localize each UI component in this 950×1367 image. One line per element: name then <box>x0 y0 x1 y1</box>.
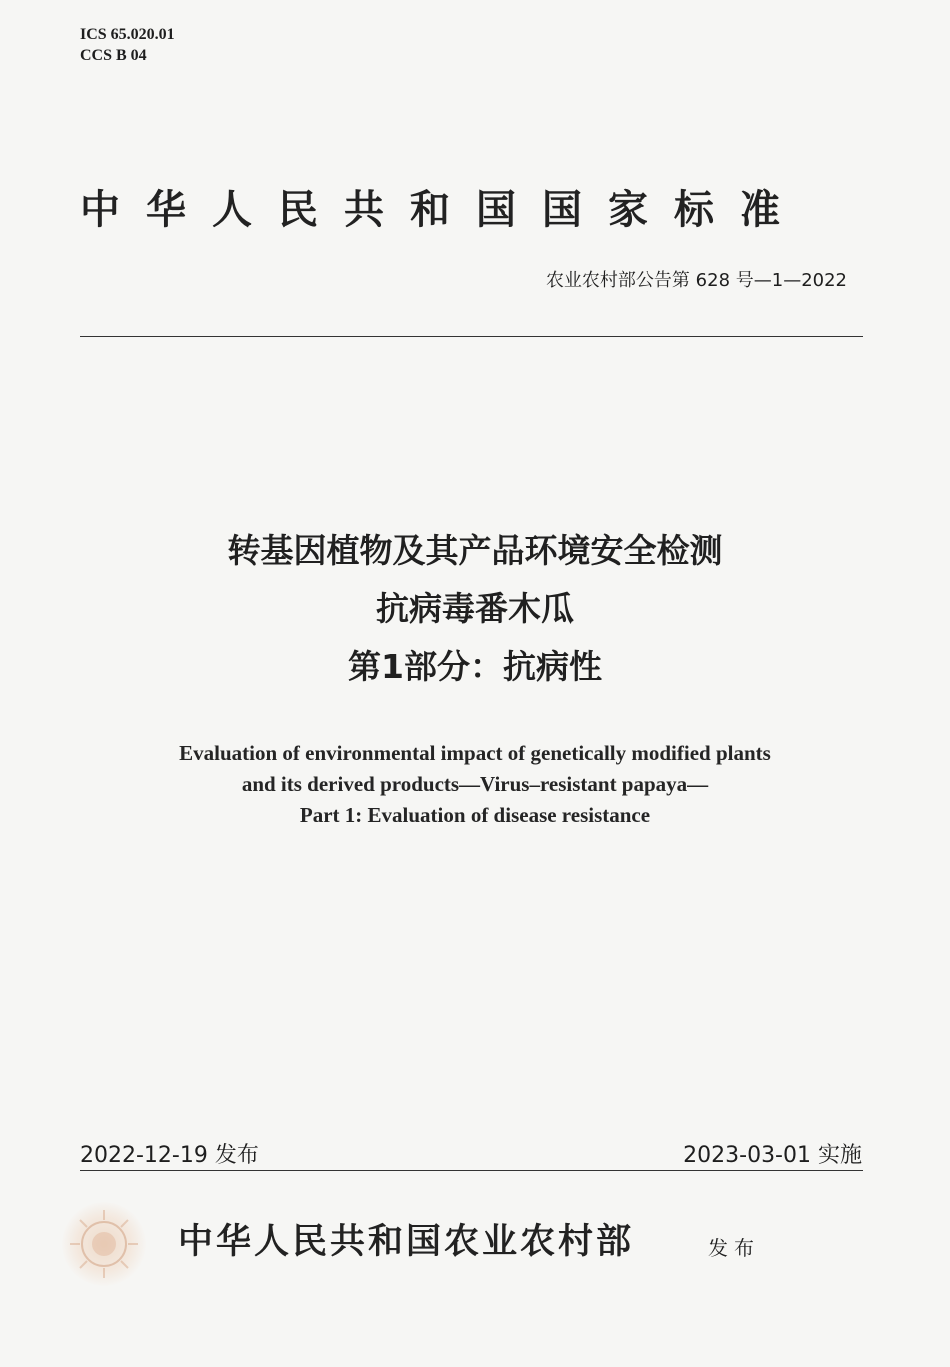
chinese-title <box>0 522 950 696</box>
standard-number: 农业农村部公告第 628 号—1—2022 <box>545 270 847 291</box>
chinese-title-line-3: 第1部分：抗病性 <box>348 647 602 686</box>
english-title-line-1: Evaluation of environmental impact of genetically modified plants <box>179 741 771 765</box>
issue-date: 2022-12-19 发布 <box>80 1143 259 1168</box>
chinese-title-line-2: 抗病毒番木瓜 <box>376 589 574 628</box>
english-title-line-3: Part 1: Evaluation of disease resistance <box>299 803 651 827</box>
english-title-line-2: and its derived products—Virus–resistant papaya— <box>241 772 709 796</box>
ics-code: ICS 65.020.01 <box>80 26 175 43</box>
english-title <box>0 738 950 831</box>
top-divider <box>80 336 863 337</box>
classification-codes <box>80 24 175 66</box>
publish-label: 发布 <box>708 1236 760 1260</box>
bottom-divider <box>80 1170 863 1171</box>
seal-icon <box>62 1202 146 1286</box>
chinese-title-line-1: 转基因植物及其产品环境安全检测 <box>227 531 723 570</box>
national-standard-title: 中华人民共和国国家标准 <box>80 187 806 233</box>
publisher-name: 中华人民共和国农业农村部 <box>178 1221 635 1262</box>
implementation-date: 2023-03-01 实施 <box>683 1143 862 1168</box>
ccs-code: CCS B 04 <box>80 47 147 64</box>
